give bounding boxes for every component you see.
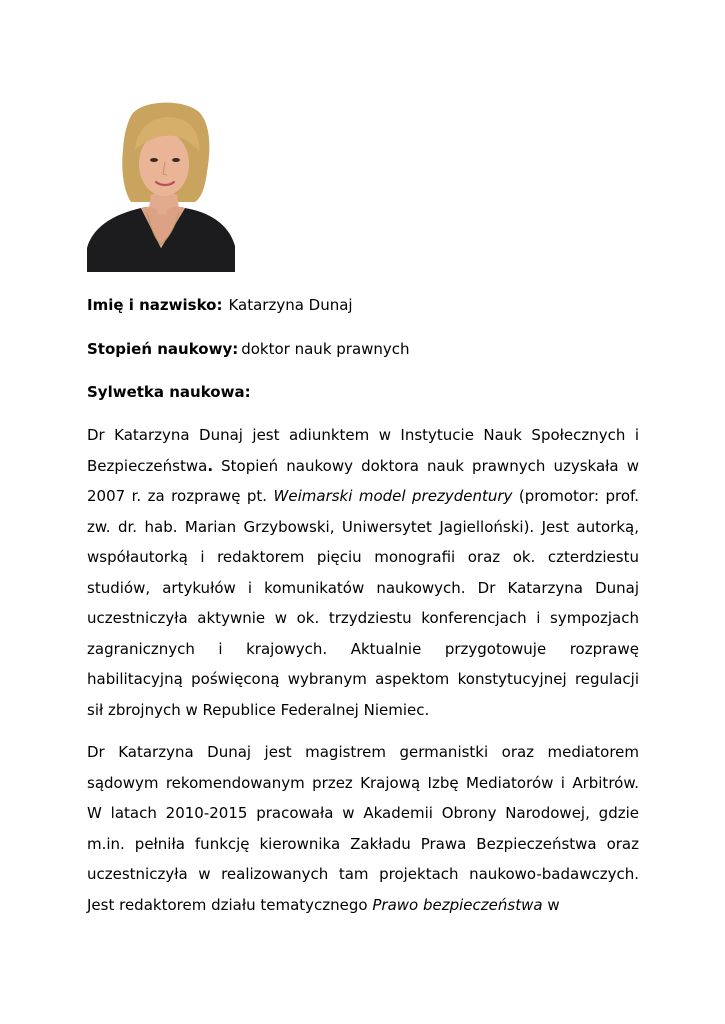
p2-text-2: w [542,895,560,914]
name-field [87,295,353,315]
p1-text-2: Stopień naukowy doktora nauk prawnych uzyskała w 2007 r. za rozprawę pt. [87,456,639,505]
p1-book-title: Weimarski model prezydentury [273,487,513,505]
p1-text-1: Dr Katarzyna Dunaj jest adiunktem w Instytucie Nauk Społecznych i Bezpieczeństwa [87,426,639,475]
section-label: Sylwetka naukowa: [87,383,251,401]
degree-field [87,339,410,359]
p1-text-3: (promotor: prof. zw. dr. hab. Marian Grzybowski, Uniwersytet Jagielloński). Jest autorką, współautorką i redaktorem pięciu monografii oraz ok. czterdziestu studiów, artykułów i komunikatów naukowych. Dr Katarzyna Dunaj uczestniczyła aktywnie w ok. trzydziestu konferencjach i sympozjach zagranicznych i krajowych. Aktualnie przygotowuje rozprawę habilitacyjną poświęconą wybranym aspektom konstytucyjnej regulacji sił zbrojnych w Republice Federalnej Niemiec. [87,487,639,719]
name-value: Katarzyna Dunaj [228,296,353,314]
degree-value: doktor nauk prawnych [241,340,410,358]
bio-paragraph-1 [87,420,639,725]
portrait-icon [87,98,235,272]
portrait-photo [87,98,235,272]
name-label: Imię i nazwisko: [87,296,223,314]
section-heading [87,382,251,402]
p2-journal-title: Prawo bezpieczeństwa [372,895,543,914]
p1-bold-dot: . [207,456,214,475]
p2-text-1: Dr Katarzyna Dunaj jest magistrem germanistki oraz mediatorem sądowym rekomendowanym przez Krajową Izbę Mediatorów i Arbitrów. W latach 2010-2015 pracowała w Akademii Obrony Narodowej, gdzie m.in. pełniła funkcję kierownika Zakładu Prawa Bezpieczeństwa oraz uczestniczyła w realizowanych tam projektach naukowo-badawczych. Jest redaktorem działu tematycznego [87,743,639,914]
degree-label: Stopień naukowy: [87,340,239,358]
bio-paragraph-2 [87,737,639,920]
